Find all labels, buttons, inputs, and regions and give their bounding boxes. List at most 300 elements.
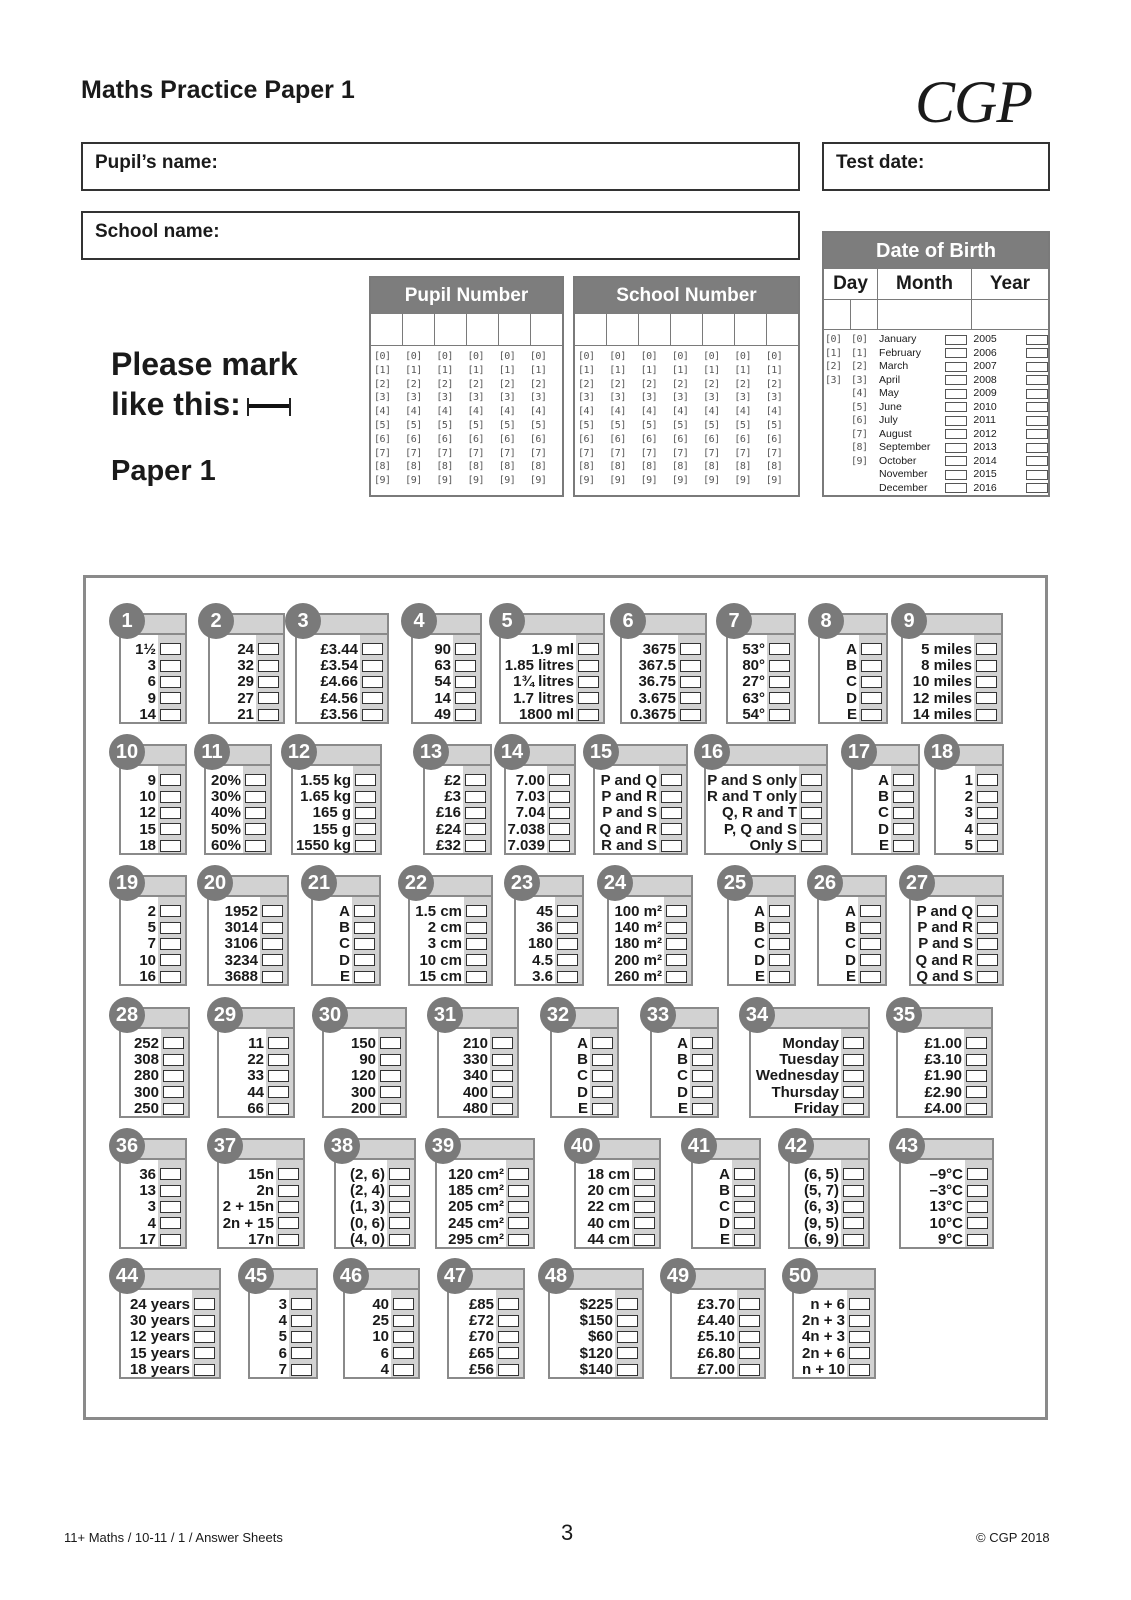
answer-checkbox[interactable] [617, 1331, 638, 1343]
digit-bubble[interactable]: [4] [467, 406, 485, 418]
answer-checkbox[interactable] [389, 1168, 410, 1180]
month-option[interactable] [879, 387, 967, 401]
answer-checkbox[interactable] [160, 1185, 181, 1197]
answer-checkbox[interactable] [861, 676, 882, 688]
answer-checkbox[interactable] [843, 1054, 864, 1066]
answer-checkbox[interactable] [465, 807, 486, 819]
answer-option[interactable] [121, 969, 185, 985]
answer-option[interactable] [693, 1182, 759, 1198]
dob-day-bubbles-2[interactable] [851, 333, 877, 495]
answer-option[interactable] [121, 1166, 185, 1182]
answer-option[interactable] [622, 641, 705, 657]
answer-checkbox[interactable] [549, 791, 570, 803]
answer-checkbox[interactable] [508, 1201, 529, 1213]
digit-bubble[interactable]: [8] [374, 461, 391, 473]
day-digit-bubble[interactable]: [2] [825, 361, 842, 372]
month-option-box[interactable] [945, 416, 967, 426]
answer-checkbox[interactable] [769, 660, 790, 672]
digit-bubble[interactable]: [3] [671, 392, 689, 404]
answer-option[interactable] [901, 1232, 992, 1248]
answer-option[interactable] [903, 707, 1001, 723]
digit-bubble[interactable]: [3] [578, 392, 595, 404]
digit-bubble[interactable]: [0] [765, 351, 783, 362]
answer-checkbox[interactable] [258, 692, 279, 704]
answer-option[interactable] [794, 1329, 874, 1345]
answer-option[interactable] [794, 1345, 874, 1361]
answer-checkbox[interactable] [578, 660, 599, 672]
answer-option[interactable] [751, 1068, 868, 1084]
answer-checkbox[interactable] [977, 922, 998, 934]
answer-checkbox[interactable] [549, 823, 570, 835]
answer-option[interactable] [609, 969, 691, 985]
answer-option[interactable] [121, 903, 185, 919]
school-name-field[interactable] [81, 211, 800, 260]
digit-bubble[interactable]: [3] [436, 392, 453, 404]
digit-bubble[interactable]: [9] [671, 475, 689, 487]
answer-option[interactable] [790, 1182, 868, 1198]
answer-option[interactable] [121, 1182, 185, 1198]
answer-checkbox[interactable] [557, 905, 578, 917]
answer-checkbox[interactable] [245, 840, 266, 852]
answer-option[interactable] [819, 903, 885, 919]
answer-option[interactable] [219, 1232, 303, 1248]
answer-option[interactable] [728, 674, 794, 690]
answer-option[interactable] [552, 1068, 617, 1084]
digit-bubble[interactable]: [6] [578, 433, 595, 445]
answer-checkbox[interactable] [278, 1201, 299, 1213]
month-option-box[interactable] [945, 443, 967, 453]
answer-checkbox[interactable] [557, 971, 578, 983]
answer-checkbox[interactable] [291, 1298, 312, 1310]
answer-checkbox[interactable] [692, 1086, 713, 1098]
digit-bubble[interactable]: [2] [765, 378, 783, 390]
answer-checkbox[interactable] [634, 1168, 655, 1180]
answer-option[interactable] [729, 903, 794, 919]
answer-checkbox[interactable] [578, 709, 599, 721]
month-option[interactable] [879, 414, 967, 428]
answer-option[interactable] [903, 674, 1001, 690]
month-option[interactable] [879, 428, 967, 442]
answer-option[interactable] [729, 969, 794, 985]
digit-bubble[interactable]: [8] [703, 461, 720, 473]
digit-bubble[interactable]: [7] [374, 447, 391, 459]
answer-checkbox[interactable] [692, 1054, 713, 1066]
pupil-name-field[interactable] [81, 142, 800, 191]
digit-bubble[interactable]: [1] [765, 364, 783, 376]
answer-option[interactable] [790, 1166, 868, 1182]
answer-option[interactable] [206, 788, 270, 804]
answer-option[interactable] [728, 657, 794, 673]
answer-checkbox[interactable] [393, 1315, 414, 1327]
month-option-box[interactable] [945, 389, 967, 399]
answer-option[interactable] [672, 1312, 764, 1328]
answer-checkbox[interactable] [634, 1185, 655, 1197]
answer-checkbox[interactable] [362, 643, 383, 655]
answer-option[interactable] [901, 1166, 992, 1182]
digit-bubble[interactable]: [7] [703, 447, 720, 459]
answer-checkbox[interactable] [557, 922, 578, 934]
answer-checkbox[interactable] [860, 971, 881, 983]
month-option[interactable] [879, 347, 967, 361]
digit-bubble[interactable]: [0] [671, 351, 689, 362]
answer-checkbox[interactable] [160, 791, 181, 803]
answer-option[interactable] [439, 1101, 517, 1117]
answer-checkbox[interactable] [355, 840, 376, 852]
year-option-box[interactable] [1026, 429, 1048, 439]
answer-option[interactable] [729, 952, 794, 968]
year-option[interactable] [973, 401, 1048, 415]
digit-bubble[interactable]: [9] [640, 475, 658, 487]
answer-checkbox[interactable] [976, 676, 997, 688]
answer-option[interactable] [324, 1035, 405, 1051]
digit-bubble[interactable]: [1] [609, 364, 626, 376]
digit-bubble[interactable]: [2] [498, 378, 516, 390]
digit-bubble[interactable]: [1] [640, 364, 658, 376]
answer-checkbox[interactable] [380, 1103, 401, 1115]
answer-option[interactable] [121, 1215, 185, 1231]
digit-bubble[interactable]: [2] [436, 378, 453, 390]
digit-bubble[interactable]: [6] [765, 433, 783, 445]
answer-checkbox[interactable] [160, 954, 181, 966]
month-option[interactable] [879, 441, 967, 455]
digit-bubble[interactable]: [0] [436, 351, 453, 362]
answer-option[interactable] [706, 838, 826, 854]
answer-option[interactable] [336, 1182, 414, 1198]
answer-option[interactable] [853, 838, 918, 854]
answer-option[interactable] [250, 1312, 316, 1328]
answer-checkbox[interactable] [976, 692, 997, 704]
answer-checkbox[interactable] [354, 971, 375, 983]
answer-option[interactable] [819, 919, 885, 935]
answer-checkbox[interactable] [160, 971, 181, 983]
answer-checkbox[interactable] [262, 905, 283, 917]
answer-option[interactable] [121, 1068, 188, 1084]
answer-option[interactable] [901, 1182, 992, 1198]
answer-option[interactable] [121, 919, 185, 935]
answer-checkbox[interactable] [160, 774, 181, 786]
answer-checkbox[interactable] [355, 774, 376, 786]
answer-option[interactable] [911, 952, 1002, 968]
answer-checkbox[interactable] [278, 1168, 299, 1180]
answer-checkbox[interactable] [160, 840, 181, 852]
answer-option[interactable] [820, 707, 886, 723]
answer-option[interactable] [410, 903, 491, 919]
answer-option[interactable] [219, 1101, 293, 1117]
answer-checkbox[interactable] [769, 709, 790, 721]
digit-bubble[interactable]: [0] [578, 351, 595, 362]
answer-option[interactable] [820, 641, 886, 657]
month-option-box[interactable] [945, 483, 967, 493]
answer-checkbox[interactable] [291, 1315, 312, 1327]
answer-option[interactable] [595, 788, 686, 804]
digit-bubble[interactable]: [2] [609, 378, 626, 390]
answer-checkbox[interactable] [163, 1086, 184, 1098]
answer-option[interactable] [121, 707, 185, 723]
answer-checkbox[interactable] [160, 1234, 181, 1246]
answer-option[interactable] [516, 936, 582, 952]
answer-checkbox[interactable] [492, 1037, 513, 1049]
answer-checkbox[interactable] [617, 1315, 638, 1327]
answer-checkbox[interactable] [849, 1315, 870, 1327]
answer-checkbox[interactable] [801, 774, 822, 786]
digit-bubble[interactable]: [8] [436, 461, 453, 473]
year-option[interactable] [973, 468, 1048, 482]
answer-checkbox[interactable] [578, 676, 599, 688]
answer-option[interactable] [219, 1215, 303, 1231]
answer-option[interactable] [672, 1362, 764, 1378]
answer-checkbox[interactable] [291, 1364, 312, 1376]
digit-bubble[interactable]: [5] [609, 419, 626, 431]
digit-bubble[interactable]: [0] [734, 351, 751, 362]
answer-option[interactable] [693, 1215, 759, 1231]
answer-option[interactable] [506, 805, 574, 821]
answer-checkbox[interactable] [557, 954, 578, 966]
digit-bubble[interactable]: [6] [498, 433, 516, 445]
answer-checkbox[interactable] [739, 1347, 760, 1359]
answer-checkbox[interactable] [967, 1168, 988, 1180]
answer-checkbox[interactable] [661, 807, 682, 819]
answer-checkbox[interactable] [380, 1070, 401, 1082]
answer-option[interactable] [729, 936, 794, 952]
answer-option[interactable] [552, 1084, 617, 1100]
answer-checkbox[interactable] [680, 643, 701, 655]
answer-checkbox[interactable] [860, 938, 881, 950]
answer-option[interactable] [911, 936, 1002, 952]
answer-option[interactable] [121, 805, 185, 821]
answer-checkbox[interactable] [666, 905, 687, 917]
answer-checkbox[interactable] [508, 1217, 529, 1229]
answer-option[interactable] [345, 1362, 418, 1378]
day-digit-bubble[interactable]: [0] [825, 334, 842, 345]
answer-checkbox[interactable] [465, 774, 486, 786]
answer-checkbox[interactable] [262, 971, 283, 983]
answer-option[interactable] [209, 903, 287, 919]
answer-option[interactable] [936, 772, 1002, 788]
answer-option[interactable] [652, 1068, 717, 1084]
answer-option[interactable] [121, 657, 185, 673]
answer-option[interactable] [209, 969, 287, 985]
answer-option[interactable] [293, 821, 380, 837]
answer-checkbox[interactable] [362, 676, 383, 688]
digit-bubble[interactable]: [2] [405, 378, 422, 390]
answer-checkbox[interactable] [393, 1347, 414, 1359]
answer-option[interactable] [516, 969, 582, 985]
answer-option[interactable] [609, 919, 691, 935]
answer-option[interactable] [413, 707, 480, 723]
answer-option[interactable] [313, 903, 379, 919]
answer-checkbox[interactable] [661, 791, 682, 803]
answer-checkbox[interactable] [194, 1298, 215, 1310]
answer-option[interactable] [121, 1312, 219, 1328]
year-option[interactable] [973, 482, 1048, 496]
digit-bubble[interactable]: [5] [467, 419, 485, 431]
answer-checkbox[interactable] [966, 1086, 987, 1098]
year-option[interactable] [973, 441, 1048, 455]
answer-option[interactable] [501, 690, 603, 706]
answer-option[interactable] [506, 821, 574, 837]
answer-checkbox[interactable] [769, 971, 790, 983]
answer-checkbox[interactable] [893, 840, 914, 852]
answer-checkbox[interactable] [160, 1201, 181, 1213]
answer-option[interactable] [506, 772, 574, 788]
digit-bubble[interactable]: [3] [703, 392, 720, 404]
answer-checkbox[interactable] [861, 709, 882, 721]
answer-checkbox[interactable] [291, 1331, 312, 1343]
answer-checkbox[interactable] [389, 1234, 410, 1246]
answer-checkbox[interactable] [734, 1217, 755, 1229]
answer-option[interactable] [576, 1182, 659, 1198]
digit-bubble[interactable]: [2] [467, 378, 485, 390]
dob-month-list[interactable] [879, 333, 967, 495]
answer-checkbox[interactable] [245, 807, 266, 819]
answer-checkbox[interactable] [455, 660, 476, 672]
answer-option[interactable] [790, 1199, 868, 1215]
answer-option[interactable] [820, 690, 886, 706]
answer-option[interactable] [706, 788, 826, 804]
answer-option[interactable] [297, 657, 387, 673]
answer-checkbox[interactable] [362, 709, 383, 721]
answer-checkbox[interactable] [268, 1054, 289, 1066]
answer-option[interactable] [219, 1084, 293, 1100]
answer-option[interactable] [609, 952, 691, 968]
digit-bubble[interactable]: [0] [609, 351, 626, 362]
answer-option[interactable] [751, 1084, 868, 1100]
answer-checkbox[interactable] [734, 1168, 755, 1180]
digit-bubble[interactable]: [7] [467, 447, 485, 459]
answer-option[interactable] [219, 1068, 293, 1084]
digit-bubble[interactable]: [0] [703, 351, 720, 362]
answer-checkbox[interactable] [769, 922, 790, 934]
digit-bubble[interactable]: [6] [734, 433, 751, 445]
answer-checkbox[interactable] [843, 1103, 864, 1115]
answer-checkbox[interactable] [666, 954, 687, 966]
answer-option[interactable] [550, 1296, 642, 1312]
digit-bubble[interactable]: [6] [609, 433, 626, 445]
answer-checkbox[interactable] [492, 1054, 513, 1066]
answer-option[interactable] [506, 838, 574, 854]
answer-option[interactable] [121, 1084, 188, 1100]
answer-option[interactable] [210, 657, 283, 673]
answer-option[interactable] [820, 657, 886, 673]
answer-checkbox[interactable] [465, 823, 486, 835]
answer-option[interactable] [413, 657, 480, 673]
answer-checkbox[interactable] [977, 791, 998, 803]
answer-option[interactable] [911, 903, 1002, 919]
digit-bubble[interactable]: [3] [405, 392, 422, 404]
digit-bubble[interactable]: [5] [405, 419, 422, 431]
answer-option[interactable] [794, 1362, 874, 1378]
answer-checkbox[interactable] [262, 938, 283, 950]
answer-checkbox[interactable] [592, 1070, 613, 1082]
digit-bubble[interactable]: [0] [529, 351, 547, 362]
answer-checkbox[interactable] [666, 922, 687, 934]
digit-bubble[interactable]: [3] [529, 392, 547, 404]
digit-bubble[interactable]: [5] [498, 419, 516, 431]
answer-option[interactable] [652, 1035, 717, 1051]
answer-checkbox[interactable] [362, 660, 383, 672]
answer-checkbox[interactable] [843, 1070, 864, 1082]
answer-checkbox[interactable] [393, 1331, 414, 1343]
answer-checkbox[interactable] [861, 692, 882, 704]
dob-day-cell-2[interactable] [851, 300, 878, 329]
year-option[interactable] [973, 414, 1048, 428]
answer-option[interactable] [121, 838, 185, 854]
answer-option[interactable] [313, 952, 379, 968]
answer-option[interactable] [693, 1166, 759, 1182]
answer-option[interactable] [410, 969, 491, 985]
year-option-box[interactable] [1026, 470, 1048, 480]
answer-option[interactable] [728, 641, 794, 657]
answer-option[interactable] [219, 1051, 293, 1067]
answer-option[interactable] [313, 919, 379, 935]
answer-checkbox[interactable] [843, 1168, 864, 1180]
answer-option[interactable] [516, 952, 582, 968]
answer-option[interactable] [595, 805, 686, 821]
school-number-cells[interactable] [575, 314, 798, 346]
digit-bubble[interactable]: [3] [498, 392, 516, 404]
answer-option[interactable] [425, 772, 490, 788]
answer-checkbox[interactable] [849, 1298, 870, 1310]
month-option-box[interactable] [945, 456, 967, 466]
answer-checkbox[interactable] [393, 1364, 414, 1376]
month-option[interactable] [879, 468, 967, 482]
answer-option[interactable] [819, 936, 885, 952]
day-digit-bubble[interactable]: [7] [851, 428, 868, 440]
day-digit-bubble[interactable]: [6] [851, 415, 868, 426]
answer-option[interactable] [293, 788, 380, 804]
digit-bubble[interactable]: [9] [578, 475, 595, 487]
answer-checkbox[interactable] [389, 1185, 410, 1197]
answer-checkbox[interactable] [860, 905, 881, 917]
digit-bubble[interactable]: [5] [578, 419, 595, 431]
answer-checkbox[interactable] [967, 1234, 988, 1246]
answer-option[interactable] [550, 1362, 642, 1378]
digit-bubble[interactable]: [4] [498, 406, 516, 418]
answer-checkbox[interactable] [498, 1315, 519, 1327]
answer-checkbox[interactable] [967, 1185, 988, 1197]
answer-checkbox[interactable] [194, 1331, 215, 1343]
day-digit-bubble[interactable]: [9] [851, 455, 868, 467]
answer-option[interactable] [324, 1051, 405, 1067]
answer-checkbox[interactable] [976, 709, 997, 721]
year-option-box[interactable] [1026, 362, 1048, 372]
answer-checkbox[interactable] [966, 1037, 987, 1049]
digit-bubble[interactable]: [1] [703, 364, 720, 376]
digit-bubble[interactable]: [1] [734, 364, 751, 376]
digit-bubble[interactable]: [6] [529, 433, 547, 445]
answer-checkbox[interactable] [578, 643, 599, 655]
answer-option[interactable] [121, 690, 185, 706]
answer-checkbox[interactable] [977, 954, 998, 966]
answer-checkbox[interactable] [592, 1103, 613, 1115]
digit-bubble[interactable]: [4] [640, 406, 658, 418]
digit-bubble[interactable]: [7] [498, 447, 516, 459]
answer-checkbox[interactable] [455, 676, 476, 688]
answer-checkbox[interactable] [466, 938, 487, 950]
answer-option[interactable] [121, 1035, 188, 1051]
answer-option[interactable] [210, 674, 283, 690]
answer-checkbox[interactable] [769, 643, 790, 655]
answer-option[interactable] [250, 1362, 316, 1378]
dob-month-cell[interactable] [878, 300, 972, 329]
answer-option[interactable] [911, 969, 1002, 985]
digit-bubble[interactable]: [8] [467, 461, 485, 473]
day-digit-bubble[interactable]: [8] [851, 442, 868, 453]
digit-bubble[interactable]: [9] [609, 475, 626, 487]
answer-option[interactable] [552, 1035, 617, 1051]
digit-bubble[interactable]: [7] [436, 447, 453, 459]
answer-checkbox[interactable] [262, 922, 283, 934]
